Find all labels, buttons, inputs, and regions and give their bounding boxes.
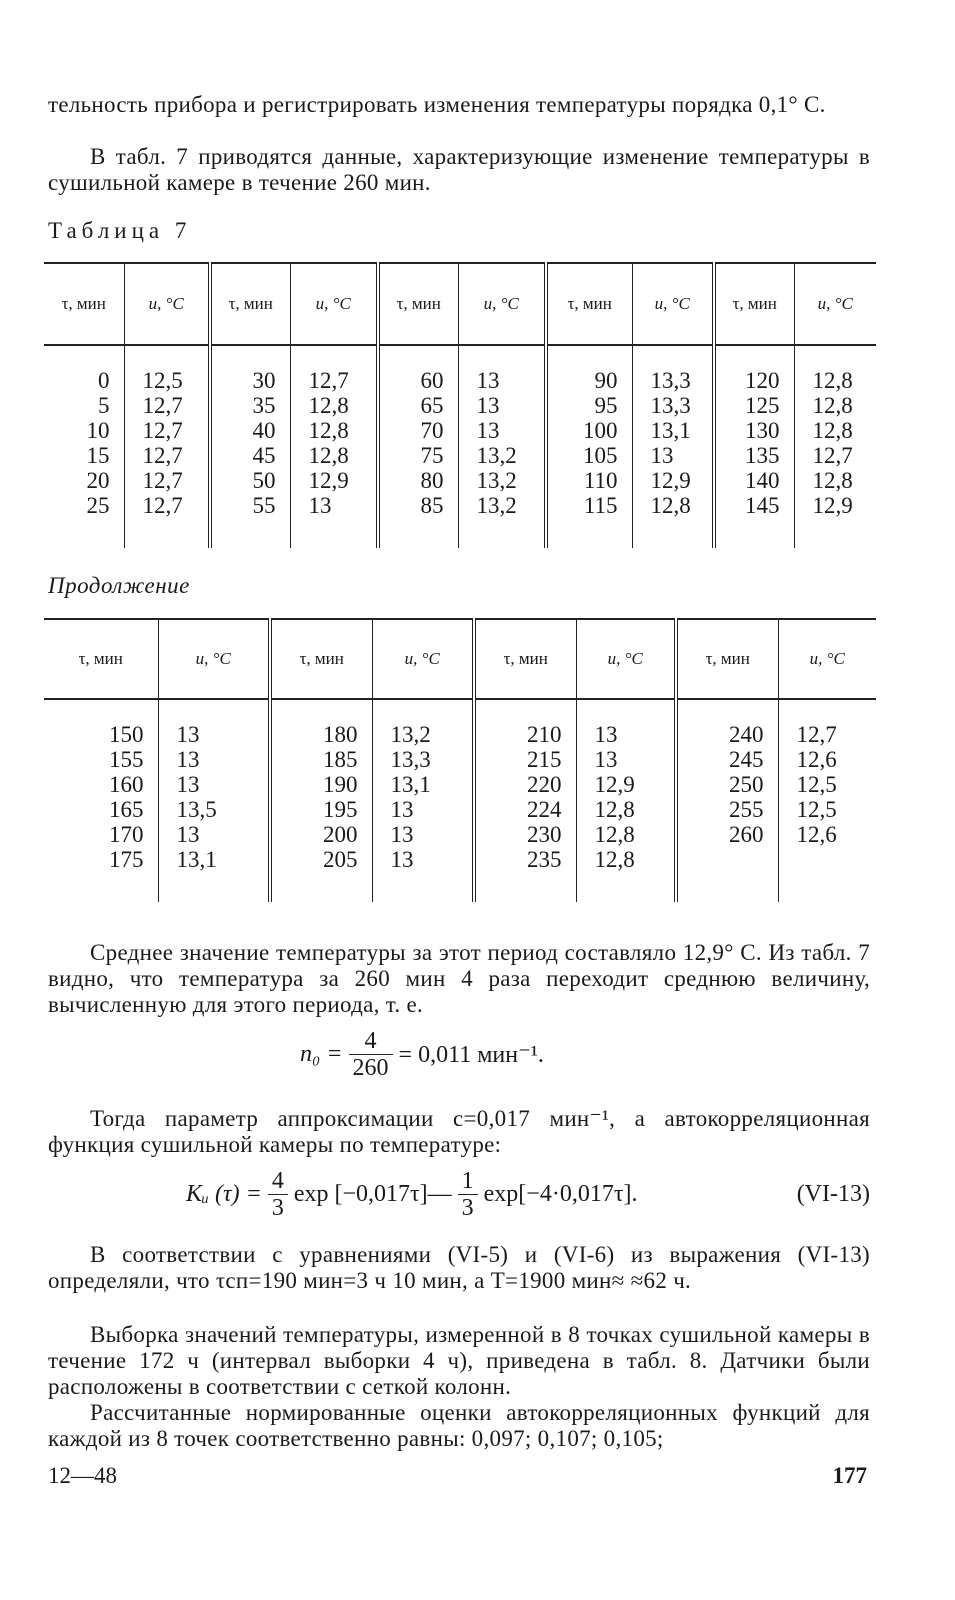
paragraph-sample: Выборка значений температуры, измеренной в 8 точках сушильной камеры в течение 172 ч (интервал выборки 4 ч), приведена в табл. 8. Датчики были расположены в соответствии с сеткой колонн.	[48, 1322, 870, 1399]
cell-tau: 235	[474, 847, 576, 872]
cell-tau: 25	[44, 493, 124, 518]
formula-n0-lhs: n₀ =	[300, 1041, 343, 1067]
table-7-continuation	[44, 618, 876, 902]
header-tau: τ, мин	[44, 263, 124, 345]
cell-u: 13	[576, 747, 676, 772]
cell-tau: 220	[474, 772, 576, 797]
page-number: 177	[832, 1463, 867, 1488]
cell-u: 12,8	[632, 493, 714, 518]
fraction-1-denominator: 3	[268, 1194, 288, 1221]
cell-u: 13	[458, 393, 546, 418]
cell-tau: 170	[44, 822, 158, 847]
table-7	[44, 262, 876, 548]
cell-tau: 40	[210, 418, 290, 443]
cell-u: 12,7	[812, 443, 853, 468]
cell-u: 12,8	[812, 418, 853, 443]
cell-tau: 50	[210, 468, 290, 493]
header-tau: τ, мин	[546, 263, 632, 345]
cell-u: 13,5	[158, 797, 270, 822]
table-row	[44, 393, 876, 418]
header-u: u, °C	[372, 619, 474, 699]
cell-tau: 230	[474, 822, 576, 847]
cell-tau: 200	[270, 822, 372, 847]
cell-u: 13,3	[632, 393, 714, 418]
cell-tau: 150	[44, 722, 158, 747]
cell-tau: 140	[714, 468, 794, 493]
cell-u: 12,8	[290, 393, 378, 418]
cell-u: 13	[458, 418, 546, 443]
cell-u: 12,6	[796, 822, 837, 847]
cell-u: 13,1	[158, 847, 270, 872]
cell-tau: 30	[210, 368, 290, 393]
cell-u: 12,8	[812, 468, 853, 493]
table-row	[44, 797, 876, 822]
cell-tau: 0	[44, 368, 124, 393]
cell-tau: 175	[44, 847, 158, 872]
table-row	[44, 747, 876, 772]
cell-tau: 185	[270, 747, 372, 772]
formula-ku-lhs: Kᵤ (τ) =	[186, 1181, 262, 1207]
paragraph-table-intro: В табл. 7 приводятся данные, характеризующие изменение температуры в сушильной камере в течение 260 мин.	[48, 144, 870, 195]
cell-u: 13,3	[632, 368, 714, 393]
cell-tau: 260	[676, 822, 778, 847]
cell-u: 12,8	[812, 368, 853, 393]
cell-u: 13	[576, 722, 676, 747]
table-row	[44, 468, 876, 493]
cell-tau: 195	[270, 797, 372, 822]
formula-n0-numerator: 4	[364, 1028, 377, 1054]
table-row	[44, 722, 876, 747]
cell-tau: 145	[714, 493, 794, 518]
cell-u: 12,7	[124, 393, 210, 418]
cell-u: 12,7	[124, 493, 210, 518]
paragraph-mean-value: Среднее значение температуры за этот период составляло 12,9° С. Из табл. 7 видно, что температура за 260 мин 4 раза переходит среднюю величину, вычисленную для этого периода, т. е.	[48, 940, 870, 1017]
header-tau: τ, мин	[44, 619, 158, 699]
cell-tau: 20	[44, 468, 124, 493]
table-row	[44, 493, 876, 518]
cell-tau	[676, 847, 778, 872]
cell-u: 13	[372, 847, 474, 872]
cell-u: 13	[458, 368, 546, 393]
cell-tau: 70	[378, 418, 458, 443]
cell-u: 13,1	[632, 418, 714, 443]
cell-u: 12,5	[796, 797, 837, 822]
cell-tau: 5	[44, 393, 124, 418]
cell-tau: 190	[270, 772, 372, 797]
cell-u: 13	[372, 822, 474, 847]
cell-tau: 55	[210, 493, 290, 518]
header-tau: τ, мин	[378, 263, 458, 345]
cell-u: 12,9	[576, 772, 676, 797]
cell-u: 12,8	[576, 797, 676, 822]
header-u: u, °C	[124, 263, 210, 345]
cell-u: 13	[158, 772, 270, 797]
cell-u: 13,2	[372, 722, 474, 747]
cell-u: 12,7	[290, 368, 378, 393]
table7-continuation-caption: Продолжение	[48, 573, 190, 598]
cell-tau: 155	[44, 747, 158, 772]
formula-ku-end: exp[−4·0,017τ].	[483, 1181, 638, 1207]
formula-ku-mid: exp [−0,017τ]—	[293, 1181, 452, 1207]
cell-u: 13	[158, 747, 270, 772]
cell-u: 12,7	[124, 418, 210, 443]
table-row	[44, 443, 876, 468]
cell-u: 13,2	[458, 468, 546, 493]
cell-tau: 245	[676, 747, 778, 772]
cell-u: 13,2	[458, 493, 546, 518]
table7-caption: Таблица 7	[48, 218, 192, 243]
cell-tau: 250	[676, 772, 778, 797]
cell-tau: 80	[378, 468, 458, 493]
cell-tau: 120	[714, 368, 794, 393]
cell-u: 13	[372, 797, 474, 822]
cell-u: 12,8	[812, 393, 853, 418]
cell-tau: 95	[546, 393, 632, 418]
cell-tau: 60	[378, 368, 458, 393]
fraction-2-denominator: 3	[458, 1194, 478, 1221]
table-row	[44, 822, 876, 847]
table-row	[44, 847, 876, 872]
header-tau: τ, мин	[474, 619, 576, 699]
cell-u: 12,8	[290, 443, 378, 468]
formula-n0-fraction	[349, 1028, 393, 1081]
cell-u: 12,9	[812, 493, 853, 518]
cell-tau: 130	[714, 418, 794, 443]
cell-u: 13	[158, 722, 270, 747]
cell-tau: 215	[474, 747, 576, 772]
formula-ku-fraction-1	[268, 1168, 288, 1221]
cell-tau: 135	[714, 443, 794, 468]
header-tau: τ, мин	[270, 619, 372, 699]
cell-tau: 224	[474, 797, 576, 822]
header-u: u, °C	[632, 263, 714, 345]
cell-u: 13	[290, 493, 378, 518]
cell-u: 13,3	[372, 747, 474, 772]
cell-tau: 255	[676, 797, 778, 822]
cell-tau: 65	[378, 393, 458, 418]
header-u: u, °C	[794, 263, 876, 345]
paragraph-intro: тельность прибора и регистрировать изменения температуры порядка 0,1° С.	[48, 92, 826, 117]
cell-tau: 35	[210, 393, 290, 418]
cell-tau: 180	[270, 722, 372, 747]
header-tau: τ, мин	[714, 263, 794, 345]
cell-u: 12,8	[290, 418, 378, 443]
cell-tau: 205	[270, 847, 372, 872]
paragraph-equations: В соответствии с уравнениями (VI-5) и (VI-6) из выражения (VI-13) определяли, что τсп=190 мин=3 ч 10 мин, а T=1900 мин≈ ≈62 ч.	[48, 1242, 870, 1293]
cell-u: 12,7	[124, 468, 210, 493]
cell-u	[778, 847, 876, 872]
cell-u: 12,8	[576, 822, 676, 847]
cell-u: 12,6	[796, 747, 837, 772]
cell-u: 13,2	[458, 443, 546, 468]
cell-u: 13	[158, 822, 270, 847]
cell-u: 12,5	[124, 368, 210, 393]
cell-tau: 85	[378, 493, 458, 518]
paragraph-estimates: Рассчитанные нормированные оценки автокорреляционных функций для каждой из 8 точек соответственно равны: 0,097; 0,107; 0,105;	[48, 1400, 870, 1451]
table-row	[44, 772, 876, 797]
header-tau: τ, мин	[676, 619, 778, 699]
cell-tau: 10	[44, 418, 124, 443]
cell-u: 12,9	[632, 468, 714, 493]
paragraph-approximation: Тогда параметр аппроксимации c=0,017 мин⁻¹, а автокорреляционная функция сушильной камеры по температуре:	[48, 1106, 870, 1157]
fraction-1-numerator: 4	[271, 1168, 284, 1194]
cell-tau: 90	[546, 368, 632, 393]
formula-n0-rhs: = 0,011 мин⁻¹.	[398, 1042, 544, 1068]
cell-u: 12,5	[796, 772, 837, 797]
table-row	[44, 418, 876, 443]
fraction-2-numerator: 1	[461, 1168, 474, 1194]
formula-autocorrelation	[186, 1168, 870, 1221]
cell-u: 12,7	[796, 722, 837, 747]
cell-tau: 45	[210, 443, 290, 468]
formula-ku-fraction-2	[458, 1168, 478, 1221]
header-u: u, °C	[290, 263, 378, 345]
cell-u: 13	[632, 443, 714, 468]
cell-tau: 210	[474, 722, 576, 747]
cell-tau: 105	[546, 443, 632, 468]
cell-tau: 160	[44, 772, 158, 797]
header-u: u, °C	[458, 263, 546, 345]
cell-tau: 165	[44, 797, 158, 822]
cell-tau: 100	[546, 418, 632, 443]
header-u: u, °C	[576, 619, 676, 699]
table-row	[44, 368, 876, 393]
cell-tau: 115	[546, 493, 632, 518]
signature-mark: 12—48	[48, 1463, 117, 1488]
cell-tau: 75	[378, 443, 458, 468]
header-u: u, °C	[158, 619, 270, 699]
cell-tau: 110	[546, 468, 632, 493]
equation-number: (VI-13)	[796, 1181, 870, 1207]
header-u: u, °C	[778, 619, 876, 699]
formula-n0-denominator: 260	[349, 1054, 393, 1081]
cell-u: 12,8	[576, 847, 676, 872]
cell-tau: 240	[676, 722, 778, 747]
cell-tau: 125	[714, 393, 794, 418]
formula-n0	[300, 1028, 544, 1081]
header-tau: τ, мин	[210, 263, 290, 345]
cell-tau: 15	[44, 443, 124, 468]
cell-u: 13,1	[372, 772, 474, 797]
cell-u: 12,7	[124, 443, 210, 468]
cell-u: 12,9	[290, 468, 378, 493]
